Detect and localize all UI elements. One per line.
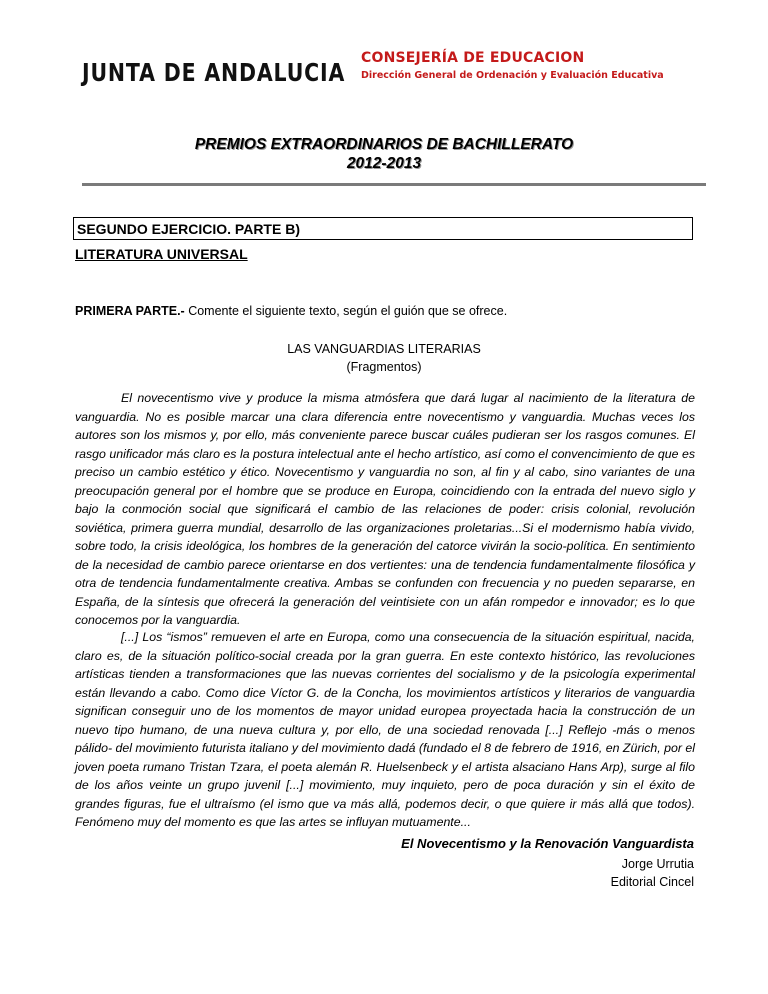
- text-subtitle: (Fragmentos): [346, 360, 422, 374]
- exam-title: PREMIOS EXTRAORDINARIOS DE BACHILLERATO: [194, 136, 574, 153]
- text-paragraph-2: [...] Los “ismos” remueven el arte en Europa, como una consecuencia de la situación espiritual, nacida, claro es, de la situación político-social creada por la gran guerra. En este contexto histórico, las revoluciones artísticas tienden a transformaciones que las nuevas corrientes del socialismo y de la psicología experimental están llevando a cabo. Como dice Víctor G. de la Concha, los movimientos artísticos y literarios de vanguardia significan conseguir uno de los momentos de mayor unidad europea proyectada hacia la construcción de un nuevo tipo humano, de una nueva cultura y, por ello, de una sociedad renovada [...] Reflejo -más o menos pálido- del movimiento futurista italiano y del movimiento dadá (fundado el 8 de febrero de 1916, en Zürich, por el joven poeta rumano Tristan Tzara, el poeta alemán R. Huelsenbeck y el artista alsaciano Hans Arp), surge al filo de los años veinte un grupo juvenil [...] movimiento, muy inquieto, pero de poca duración y sin el éxito de grandes figuras, fue el ultraísmo (el ismo que va más allá, podemos decir, o que quiere ir más allá que todos). Fenómeno muy del momento es que las artes se influyan mutuamente...: [75, 630, 695, 829]
- text-paragraph-1: El novecentismo vive y produce la misma atmósfera que dará lugar al nacimiento de la literatura de vanguardia. No es posible marcar una clara diferencia entre novecentismo y vanguardia. Muchas veces los autores son los mismos y, por ello, más conveniente parece buscar cuáles pudieran ser los rasgos comunes. El rasgo unificador más claro es la postura intelectual ante el hecho artístico, así como el convencimiento de que es preciso un cambio estético y ético. Novecentismo y vanguardia no son, al fin y al cabo, sino variantes de una preocupación general por el hombre que se produce en Europa, coincidiendo con la entrada del nuevo siglo y bajo la conmoción social que significará el cambio de las relaciones de poder: crisis colonial, revolución soviética, primera guerra mundial, desarrollo de las organizaciones proletarias...Si el modernismo había vivido, sobre todo, la crisis ideológica, los hombres de la generación del catorce vivirán la socio-política. En sentimiento de la necesidad de cambio parece orientarse en dos vertientes: una de tendencia fundamentalmente filosófica y otra de tendencia fundamentalmente creativa. Ambas se confunden con frecuencia y no pueden separarse, en España, de la síntesis que ofrecerá la generación del veintisiete con un afán rompedor e innovador; es lo que conocemos por la vanguardia.: [75, 391, 695, 627]
- direccion-general-subheading: Dirección General de Ordenación y Evaluación Educativa: [361, 70, 664, 81]
- source-book-title: El Novecentismo y la Renovación Vanguardista: [401, 836, 694, 851]
- subject-heading: LITERATURA UNIVERSAL: [75, 246, 248, 262]
- instruction-text: Comente el siguiente texto, según el guión que se ofrece.: [184, 304, 508, 318]
- source-author: Jorge Urrutia: [621, 857, 694, 871]
- exercise-label: SEGUNDO EJERCICIO. PARTE B): [77, 221, 300, 237]
- consejeria-heading: CONSEJERÍA DE EDUCACION: [361, 50, 585, 66]
- title-divider: [82, 183, 706, 186]
- junta-de-andalucia-logo: JUNTA DE ANDALUCIA: [82, 58, 346, 87]
- instruction-line: [75, 304, 507, 318]
- text-title: LAS VANGUARDIAS LITERARIAS: [287, 342, 481, 356]
- source-publisher: Editorial Cincel: [610, 875, 694, 889]
- exercise-box: [73, 217, 693, 240]
- exam-year: 2012-2013: [346, 155, 422, 172]
- instruction-label: PRIMERA PARTE.-: [75, 304, 185, 318]
